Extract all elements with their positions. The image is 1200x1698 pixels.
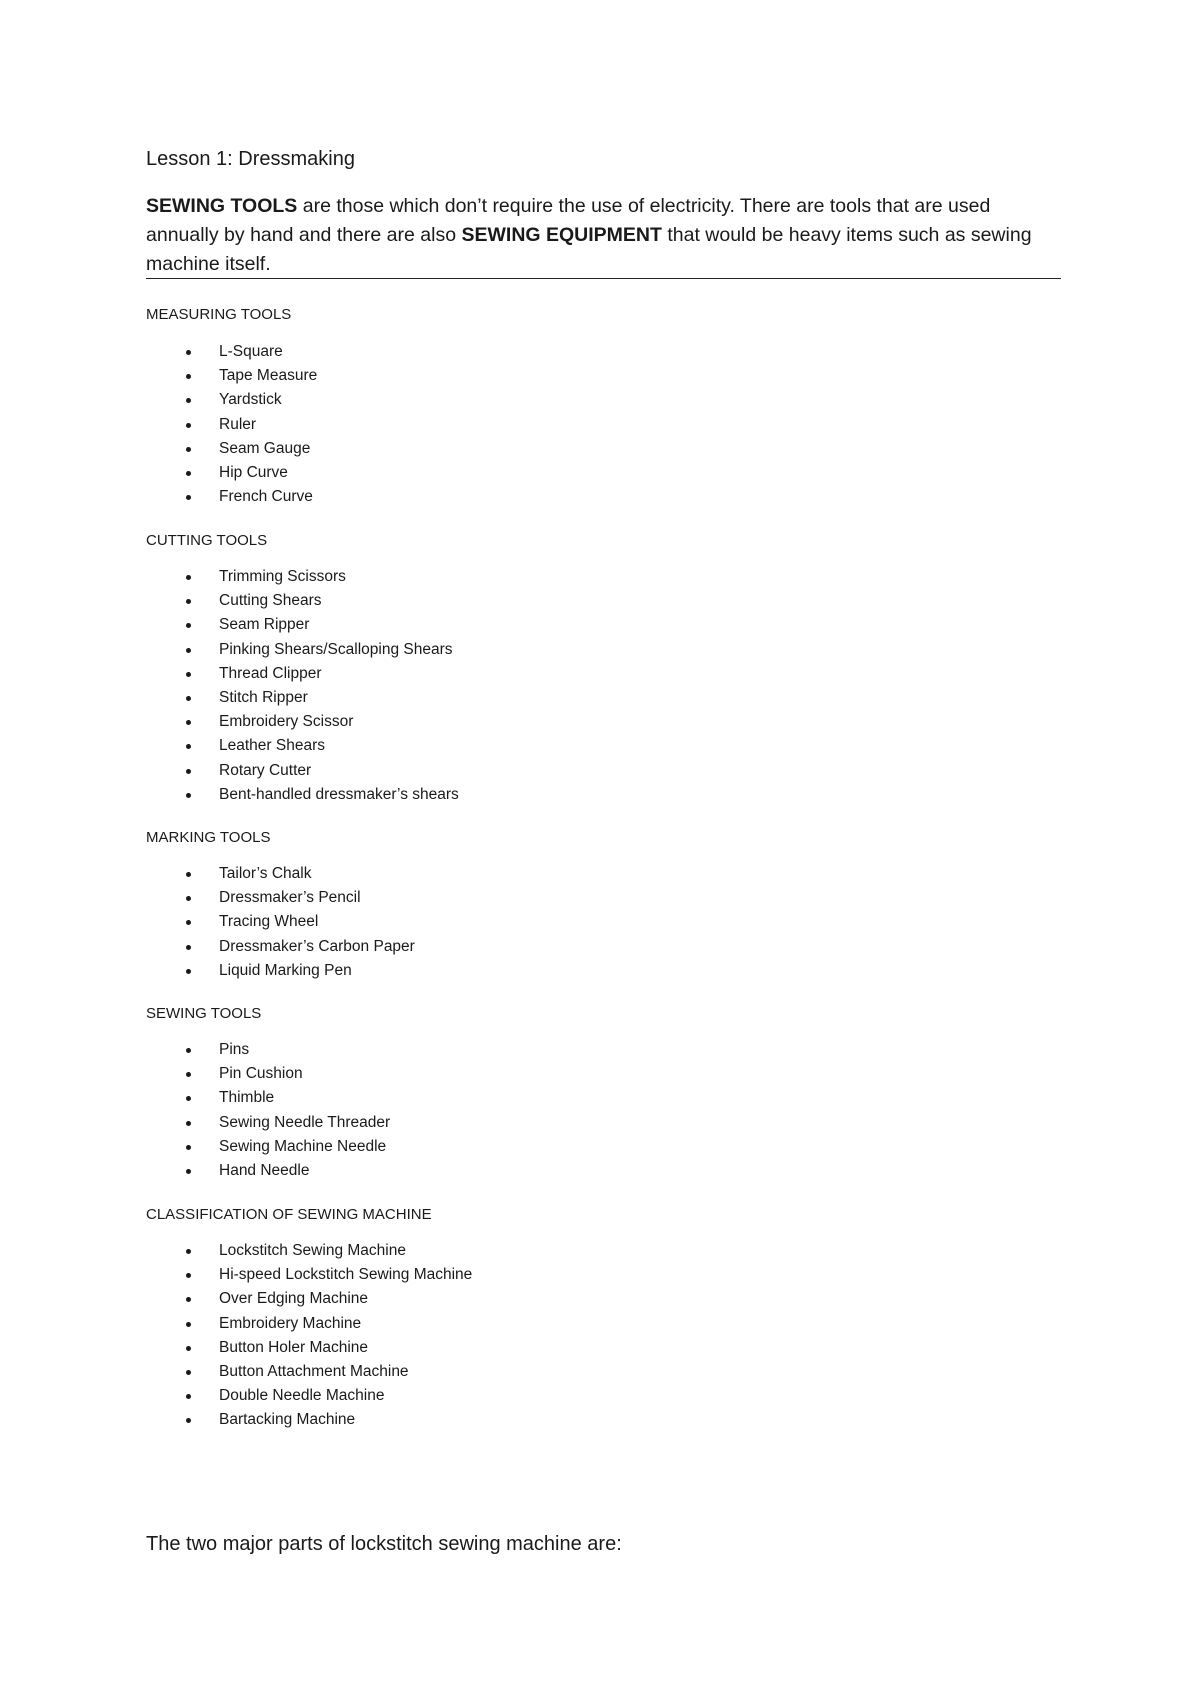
bullet-icon [186, 623, 191, 628]
bullet-icon [186, 1121, 191, 1126]
bullet-icon [186, 575, 191, 580]
bullet-icon [186, 1096, 191, 1101]
document-page: Lesson 1: Dressmaking SEWING TOOLS are those which don’t require the use of electricity. There are tools that are used annually by hand and there are also SEWING EQUIPMENT that would be heavy items such as sewing machine itself. MEASURING TOOLS L-Square Tape Measure Yardstick Ruler Seam Gauge Hip Curve French Curve CUTTING TOOLS Trimming Scissors Cutting Shears Seam Ripper Pinking Shears/Scalloping Shears Thread Clipper Stitch Ripper Embroidery Scissor Leather Shears Rotary Cutter Bent-handled dressmaker’s shears MARKING TOOLS Tailor’s Chalk Dressmaker’s Pencil Tracing Wheel Dressmaker’s Carbon Paper Liquid Marking Pen SEWING TOOLS Pins Pin Cushion Thimble Sewing Needle Threader Sewing Machine Needle Hand Needle CLASSIFICATION OF SEWING MACHINE Lockstitch Sewing Machine Hi-speed Lockstitch Sewing Machine Over Edging Machine Embroidery Machine Button Holer Machine Button Attachment Machine Double Needle Machine Bartacking Machine The two major parts of lockstitch sewing machine are: [0, 0, 1200, 1698]
bullet-icon [186, 1370, 191, 1375]
bullet-icon [186, 1394, 191, 1399]
bullet-icon [186, 1169, 191, 1174]
bullet-icon [186, 495, 191, 500]
closing-sentence: The two major parts of lockstitch sewing machine are: [146, 1533, 622, 1555]
bullet-icon [186, 793, 191, 798]
bullet-icon [186, 398, 191, 403]
bullet-icon [186, 599, 191, 604]
bullet-icon [186, 471, 191, 476]
bullet-icon [186, 648, 191, 653]
section-heading-classification: CLASSIFICATION OF SEWING MACHINE [146, 1206, 432, 1223]
section-heading-marking-tools: MARKING TOOLS [146, 829, 271, 846]
bullet-icon [186, 1072, 191, 1077]
bullet-icon [186, 872, 191, 877]
section-heading-cutting-tools: CUTTING TOOLS [146, 532, 268, 549]
bullet-icon [186, 945, 191, 950]
bullet-icon [186, 744, 191, 749]
bullet-icon [186, 720, 191, 725]
intro-bold-sewing-equipment: SEWING EQUIPMENT [461, 224, 662, 246]
bullet-icon [186, 1145, 191, 1150]
bullet-icon [186, 374, 191, 379]
bullet-icon [186, 1297, 191, 1302]
bullet-icon [186, 769, 191, 774]
bullet-icon [186, 969, 191, 974]
bullet-icon [186, 1322, 191, 1327]
bullet-icon [186, 1418, 191, 1423]
bullet-icon [186, 447, 191, 452]
bullet-icon [186, 1048, 191, 1053]
intro-text-part-2: that would be heavy items such as sewing machine itself. [146, 224, 1032, 275]
bullet-icon [186, 1346, 191, 1351]
bullet-icon [186, 896, 191, 901]
bullet-icon [186, 1249, 191, 1254]
bullet-icon [186, 672, 191, 677]
document-title: Lesson 1: Dressmaking [146, 148, 355, 170]
horizontal-rule [146, 278, 1061, 279]
bullet-icon [186, 350, 191, 355]
bullet-icon [186, 1273, 191, 1278]
intro-paragraph [146, 192, 1066, 279]
intro-text-part-1: are those which don’t require the use of electricity. There are tools that are used annually by hand and there are also [146, 195, 991, 246]
bullet-icon [186, 920, 191, 925]
bullet-icon [186, 696, 191, 701]
section-heading-sewing-tools: SEWING TOOLS [146, 1005, 262, 1022]
section-heading-measuring-tools: MEASURING TOOLS [146, 306, 292, 323]
intro-bold-sewing-tools: SEWING TOOLS [146, 195, 298, 217]
bullet-icon [186, 423, 191, 428]
